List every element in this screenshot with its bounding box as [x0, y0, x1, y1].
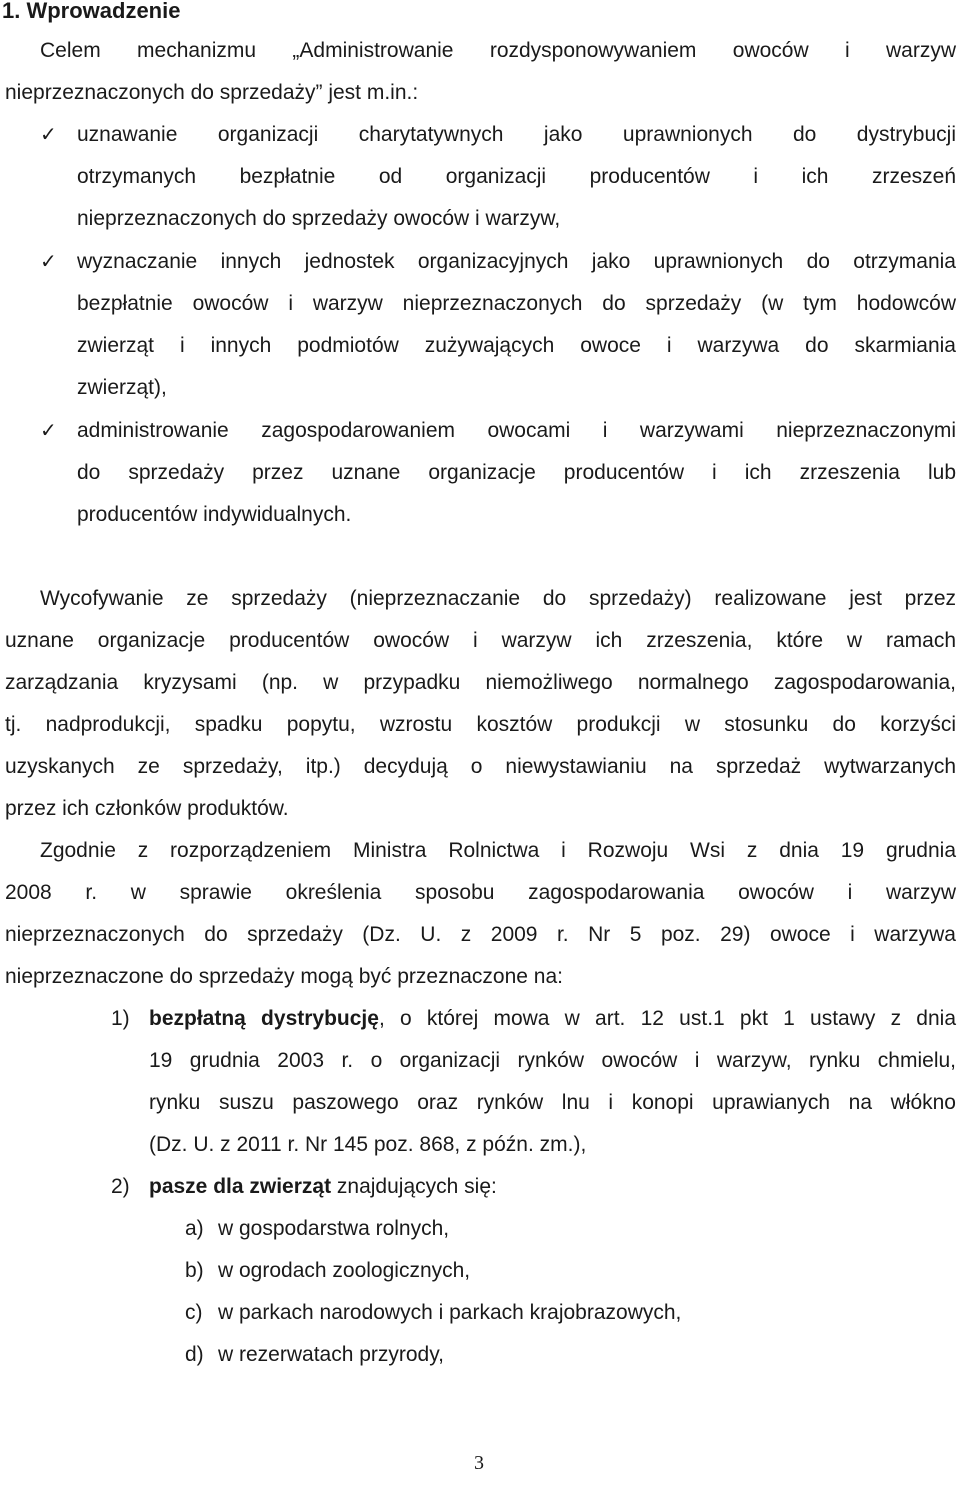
bullet-1-line-2: otrzymanych bezpłatnie od organizacji producentów i ich zrzeszeń	[77, 165, 956, 188]
subitem-d-text: w rezerwatach przyrody,	[218, 1343, 445, 1366]
item1-bold-term: bezpłatną dystrybucję	[149, 1007, 379, 1030]
page-number: 3	[474, 1452, 484, 1474]
para2-line-3: zarządzania kryzysami (np. w przypadku niemożliwego normalnego zagospodarowania,	[5, 671, 956, 694]
para3-line-4: nieprzeznaczone do sprzedaży mogą być przeznaczone na:	[5, 965, 563, 988]
bullet-2-line-2: bezpłatnie owoców i warzyw nieprzeznaczonych do sprzedaży (w tym hodowców	[77, 292, 956, 315]
item1-line-4: (Dz. U. z 2011 r. Nr 145 poz. 868, z późn. zm.),	[149, 1133, 587, 1156]
para2-line-1: Wycofywanie ze sprzedaży (nieprzeznaczanie do sprzedaży) realizowane jest przez	[40, 587, 956, 610]
bullet-1-line-1: uznawanie organizacji charytatywnych jako uprawnionych do dystrybucji	[77, 123, 956, 146]
subitem-c-text: w parkach narodowych i parkach krajobrazowych,	[218, 1301, 682, 1324]
para2-line-4: tj. nadprodukcji, spadku popytu, wzrostu kosztów produkcji w stosunku do korzyści	[5, 713, 956, 736]
item2-line-1	[149, 1174, 497, 1200]
para2-line-6: przez ich członków produktów.	[5, 797, 289, 820]
subitem-letter-d: d)	[185, 1343, 204, 1366]
bullet-2-line-1: wyznaczanie innych jednostek organizacyjnych jako uprawnionych do otrzymania	[77, 250, 956, 273]
bullet-1-line-3: nieprzeznaczonych do sprzedaży owoców i warzyw,	[77, 207, 561, 230]
checkmark-icon: ✓	[40, 418, 57, 442]
bullet-3-line-2: do sprzedaży przez uznane organizacje producentów i ich zrzeszenia lub	[77, 461, 956, 484]
para2-line-2: uznane organizacje producentów owoców i warzyw ich zrzeszenia, które w ramach	[5, 629, 956, 652]
para3-line-1: Zgodnie z rozporządzeniem Ministra Rolnictwa i Rozwoju Wsi z dnia 19 grudnia	[40, 839, 956, 862]
bullet-2-line-4: zwierząt),	[77, 376, 167, 399]
intro-line-2: nieprzeznaczonych do sprzedaży” jest m.in.:	[5, 81, 419, 104]
checkmark-icon: ✓	[40, 122, 57, 146]
bullet-3-line-1: administrowanie zagospodarowaniem owocami i warzywami nieprzeznaczonymi	[77, 419, 956, 442]
subitem-a-text: w gospodarstwa rolnych,	[218, 1217, 450, 1240]
item1-line-3: rynku suszu paszowego oraz rynków lnu i konopi uprawianych na włókno	[149, 1091, 956, 1114]
item1-line-1	[149, 1006, 956, 1032]
item2-rest: znajdujących się:	[331, 1175, 497, 1198]
para3-line-3: nieprzeznaczonych do sprzedaży (Dz. U. z 2009 r. Nr 5 poz. 29) owoce i warzywa	[5, 923, 956, 946]
item1-line-2: 19 grudnia 2003 r. o organizacji rynków owoców i warzyw, rynku chmielu,	[149, 1049, 956, 1072]
subitem-letter-c: c)	[185, 1301, 203, 1324]
intro-line-1: Celem mechanizmu „Administrowanie rozdysponowywaniem owoców i warzyw	[40, 39, 956, 62]
bullet-3-line-3: producentów indywidualnych.	[77, 503, 352, 526]
list-number-1: 1)	[111, 1007, 130, 1030]
para2-line-5: uzyskanych ze sprzedaży, itp.) decydują o niewystawianiu na sprzedaż wytwarzanych	[5, 755, 956, 778]
bullet-2-line-3: zwierząt i innych podmiotów zużywających owoce i warzywa do skarmiania	[77, 334, 956, 357]
item2-bold-term: pasze dla zwierząt	[149, 1175, 332, 1198]
para3-line-2: 2008 r. w sprawie określenia sposobu zagospodarowania owoców i warzyw	[5, 881, 956, 904]
subitem-letter-b: b)	[185, 1259, 204, 1282]
item1-rest: , o której mowa w art. 12 ust.1 pkt 1 ustawy z dnia	[378, 1007, 957, 1030]
subitem-letter-a: a)	[185, 1217, 204, 1240]
checkmark-icon: ✓	[40, 249, 57, 273]
section-heading: 1. Wprowadzenie	[2, 0, 181, 23]
list-number-2: 2)	[111, 1175, 130, 1198]
subitem-b-text: w ogrodach zoologicznych,	[218, 1259, 471, 1282]
